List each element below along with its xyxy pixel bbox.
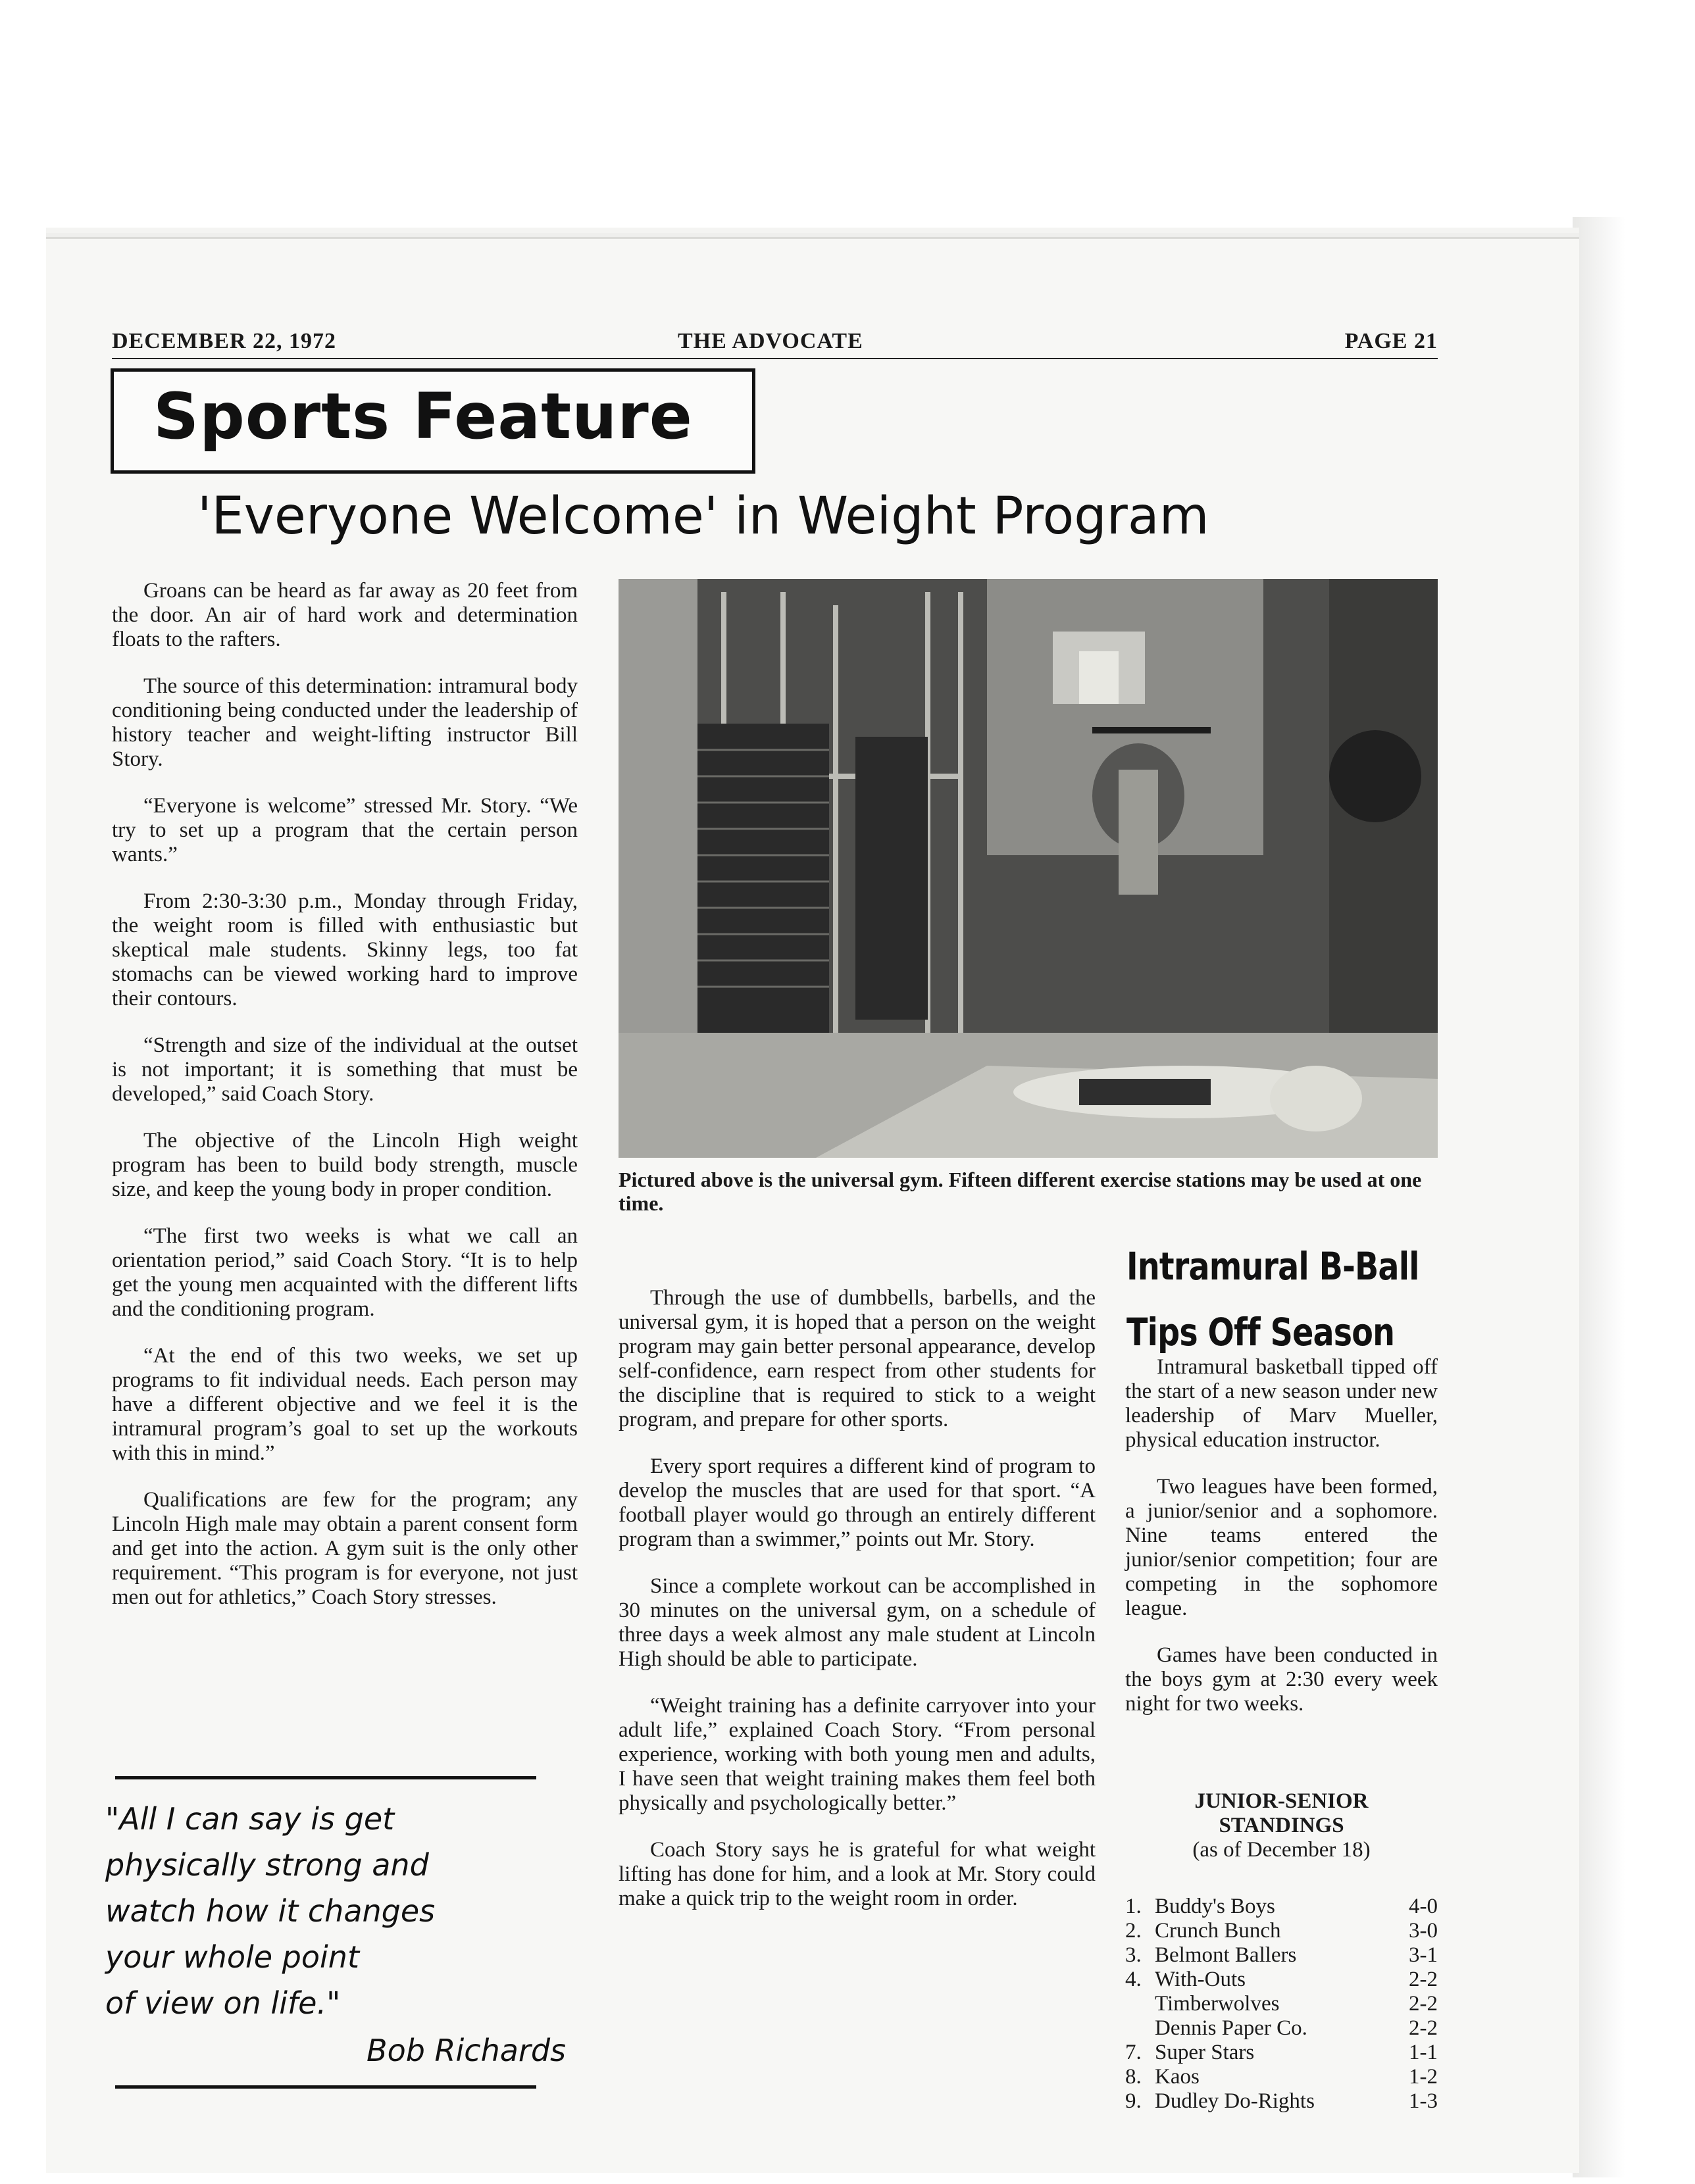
standings-rank: 3. [1125, 1943, 1142, 1967]
standings-team: Buddy's Boys [1155, 1895, 1275, 1918]
article-paragraph: From 2:30-3:30 p.m., Monday through Friday, the weight room is filled with enthusiastic but skeptical male students. Skinny legs, too fat stomachs can be viewed working hard to improve their contours. [112, 889, 578, 1010]
standings-row [1125, 1968, 1438, 1992]
quote-line: of view on life." [105, 1985, 341, 2021]
sidebar-paragraph: Two leagues have been formed, a junior/senior and a sophomore. Nine teams entered the junior/senior competition; four are competing in the sophomore league. [1125, 1475, 1438, 1620]
standings-rank: 7. [1125, 2041, 1142, 2064]
standings-heading [1125, 1789, 1438, 1862]
standings-row [1125, 1943, 1438, 1968]
standings-team: Kaos [1155, 2065, 1200, 2089]
article-paragraph: Qualifications are few for the program; any Lincoln High male may obtain a parent consent form and get into the action. A gym suit is the only other requirement. “This program is for everyone, not just men out for athletics,” Coach Story stresses. [112, 1488, 578, 1609]
standings-record: 2-2 [1409, 1968, 1438, 1991]
quote-line: watch how it changes [105, 1893, 436, 1929]
pull-quote [105, 1796, 579, 2026]
standings-team: With-Outs [1155, 1968, 1246, 1991]
article-paragraph: “Weight training has a definite carryover into your adult life,” explained Coach Story. “From personal experience, working with both young men and adults, I have seen that weight training makes them feel both physically and psychologically better.” [619, 1694, 1096, 1815]
standings-row [1125, 2089, 1438, 2114]
standings-rank: 1. [1125, 1895, 1142, 1918]
standings-team: Timberwolves [1155, 1992, 1280, 2016]
quote-bottom-rule [115, 2085, 536, 2089]
standings-record: 3-1 [1409, 1943, 1438, 1967]
left-column [112, 579, 578, 1632]
section-label-box [111, 368, 755, 474]
gym-photo-illustration [619, 579, 1438, 1158]
header-paper-name: THE ADVOCATE [678, 329, 863, 353]
section-label: Sports Feature [153, 380, 693, 453]
standings-rank: 4. [1125, 1968, 1142, 1991]
article-paragraph: Since a complete workout can be accomplished in 30 minutes on the universal gym, on a schedule of three days a week almost any male student at Lincoln High should be able to participate. [619, 1574, 1096, 1671]
header-page-number: PAGE 21 [1344, 329, 1438, 353]
sidebar-column [1125, 1355, 1438, 1739]
photo-caption: Pictured above is the universal gym. Fifteen different exercise stations may be used at one time. [619, 1168, 1422, 1215]
sidebar-headline-line: Tips Off Season [1126, 1310, 1395, 1354]
gym-photo [619, 579, 1438, 1158]
standings-team: Dudley Do-Rights [1155, 2089, 1315, 2113]
standings-title: JUNIOR-SENIOR [1194, 1789, 1369, 1813]
standings-team: Crunch Bunch [1155, 1919, 1281, 1943]
standings-record: 4-0 [1409, 1895, 1438, 1918]
standings-note: (as of December 18) [1192, 1838, 1371, 1862]
standings-record: 1-2 [1409, 2065, 1438, 2089]
middle-column [619, 1286, 1096, 1933]
standings-row [1125, 2041, 1438, 2065]
header-date: DECEMBER 22, 1972 [112, 329, 336, 353]
article-paragraph: The objective of the Lincoln High weight program has been to build body strength, muscle size, and keep the young body in proper condition. [112, 1129, 578, 1201]
standings-rank: 9. [1125, 2089, 1142, 2113]
article-paragraph: “The first two weeks is what we call an orientation period,” said Coach Story. “It is to help get the young men acquainted with the different lifts and the conditioning program. [112, 1224, 578, 1321]
standings-team: Super Stars [1155, 2041, 1255, 2064]
sidebar-headline [1126, 1233, 1419, 1365]
quote-top-rule [115, 1776, 536, 1779]
standings-record: 1-1 [1409, 2041, 1438, 2064]
standings-table [1125, 1895, 1438, 2114]
article-paragraph: “Strength and size of the individual at the outset is not important; it is something that must be developed,” said Coach Story. [112, 1033, 578, 1106]
article-paragraph: The source of this determination: intramural body conditioning being conducted under the leadership of history teacher and weight-lifting instructor Bill Story. [112, 674, 578, 771]
article-paragraph: “At the end of this two weeks, we set up programs to fit individual needs. Each person may have a different objective and we feel it is the intramural program’s goal to set up the workouts with this in mind.” [112, 1344, 578, 1465]
standings-row [1125, 2016, 1438, 2041]
standings-record: 2-2 [1409, 1992, 1438, 2016]
standings-row [1125, 1919, 1438, 1943]
standings-rank: 2. [1125, 1919, 1142, 1943]
article-paragraph: Every sport requires a different kind of program to develop the muscles that are used for that sport. “A football player would go through an entirely different program than a swimmer,” points out Mr. Story. [619, 1454, 1096, 1551]
article-paragraph: Coach Story says he is grateful for what weight lifting has done for him, and a look at Mr. Story could make a quick trip to the weight room in order. [619, 1838, 1096, 1910]
page-header [112, 328, 1438, 359]
quote-line: physically strong and [105, 1847, 429, 1883]
standings-record: 1-3 [1409, 2089, 1438, 2113]
article-paragraph: “Everyone is welcome” stressed Mr. Story. “We try to set up a program that the certain person wants.” [112, 794, 578, 866]
article-paragraph: Through the use of dumbbells, barbells, and the universal gym, it is hoped that a person on the weight program may gain better personal appearance, develop self-confidence, earn respect from other students for the discipline that is required to stick to a weight program, and prepare for other sports. [619, 1286, 1096, 1431]
quote-line: "All I can say is get [105, 1801, 395, 1837]
quote-line: your whole point [105, 1939, 359, 1975]
paper-edge [1573, 217, 1625, 2177]
standings-title: STANDINGS [1219, 1814, 1344, 1837]
standings-row [1125, 1992, 1438, 2016]
sidebar-paragraph: Games have been conducted in the boys gym at 2:30 every week night for two weeks. [1125, 1643, 1438, 1716]
sidebar-headline-line: Intramural B-Ball [1126, 1244, 1419, 1289]
sidebar-paragraph: Intramural basketball tipped off the start of a new season under new leadership of Marv Mueller, physical education instructor. [1125, 1355, 1438, 1452]
standings-rank: 8. [1125, 2065, 1142, 2089]
standings-rank [1125, 2016, 1155, 2041]
standings-row [1125, 2065, 1438, 2089]
main-headline: 'Everyone Welcome' in Weight Program [197, 487, 1209, 546]
article-paragraph: Groans can be heard as far away as 20 feet from the door. An air of hard work and determination floats to the rafters. [112, 579, 578, 651]
standings-record: 3-0 [1409, 1919, 1438, 1943]
quote-author: Bob Richards [367, 2033, 566, 2068]
standings-team: Belmont Ballers [1155, 1943, 1297, 1967]
standings-row [1125, 1895, 1438, 1919]
standings-team: Dennis Paper Co. [1155, 2016, 1307, 2040]
standings-record: 2-2 [1409, 2016, 1438, 2040]
standings-rank [1125, 1992, 1155, 2016]
